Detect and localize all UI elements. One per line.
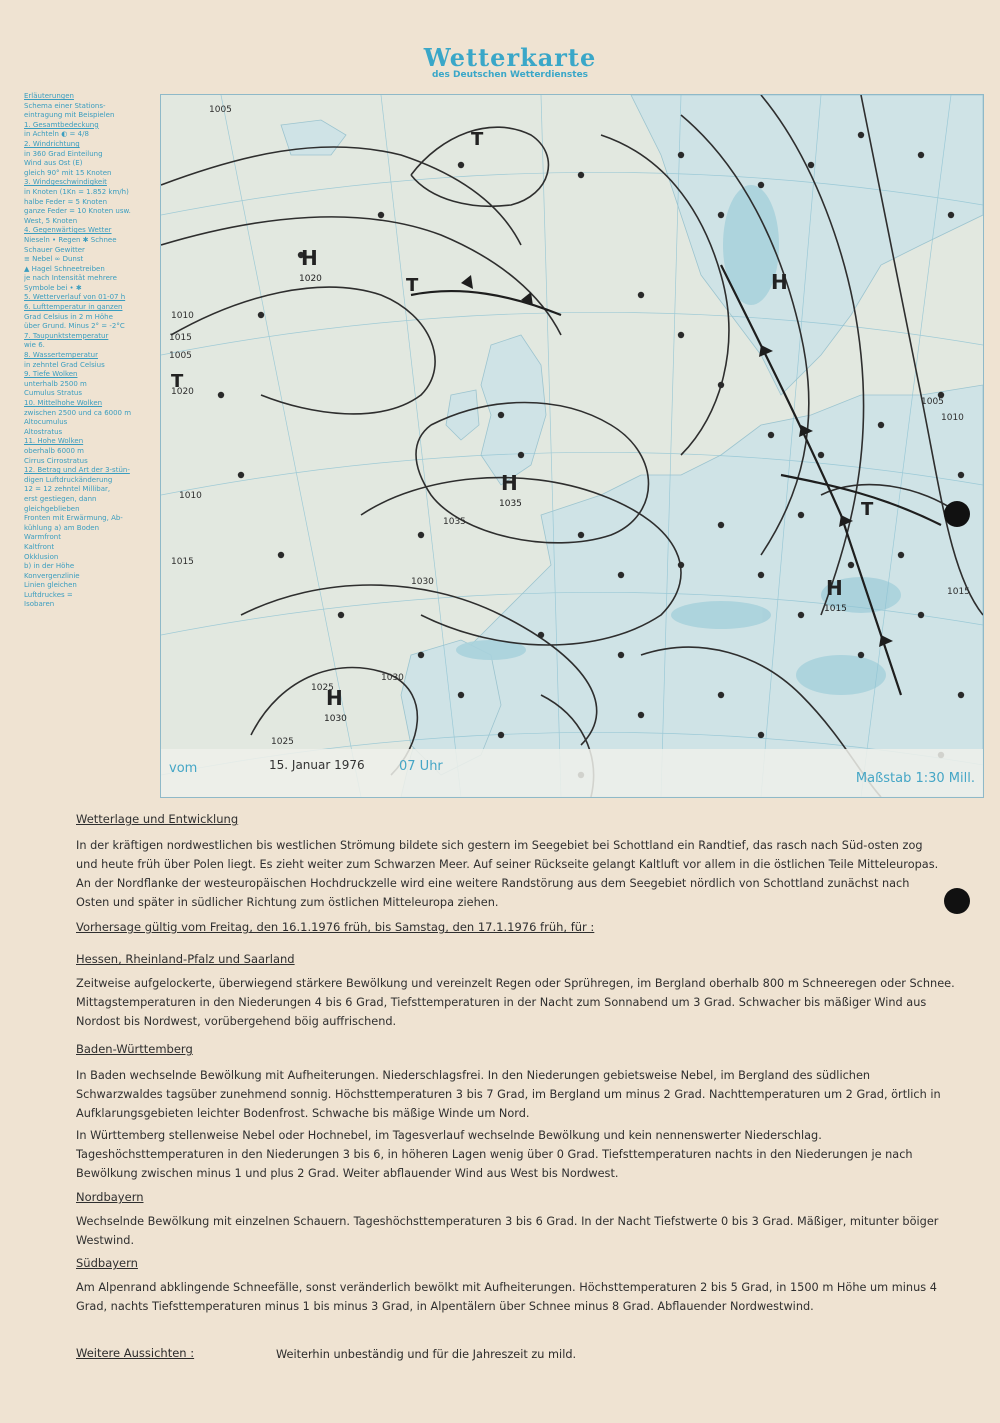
legend-line: digen Luftdruckänderung <box>24 475 113 484</box>
legend-line: Isobaren <box>24 600 55 609</box>
weather-map <box>160 94 984 798</box>
legend-line: in Knoten (1Kn = 1.852 km/h) <box>24 187 129 196</box>
station-30 <box>638 712 644 718</box>
station-4 <box>758 182 764 188</box>
station-20 <box>618 572 624 578</box>
station-11 <box>718 382 724 388</box>
suedbayern-text: Am Alpenrand abklingende Schneefälle, sonst veränderlich bewölkt mit Aufheiterungen. Höchsttemperaturen 2 bis 5 Grad, in 1500 m Höhe um minus 4 Grad, nachts Tiefsttemperaturen minus 1 bis minus 3 Grad, in Alpentälern über Schnee minus 8 Grad. Abflauender Nordwestwind. <box>76 1281 937 1313</box>
station-21 <box>678 562 684 568</box>
station-33 <box>458 692 464 698</box>
legend-line: 3. Windgeschwindigkeit <box>24 178 107 187</box>
pressure-center-value: 1020 <box>299 274 322 284</box>
legend-line: zwischen 2500 und ca 6000 m <box>24 408 132 417</box>
map-scale: Maßstab 1:30 Mill. <box>855 771 975 786</box>
legend-line: West, 5 Knoten <box>24 216 78 225</box>
map-title: Wetterkarte <box>423 43 597 72</box>
station-39 <box>258 312 264 318</box>
legend-line: Symbole bei • ✱ <box>24 283 82 292</box>
legend-line: Luftdruckes = <box>24 590 73 599</box>
low-pressure-center: T <box>471 129 484 150</box>
station-41 <box>378 212 384 218</box>
legend-line: kühlung a) am Boden <box>24 523 100 532</box>
legend-line: je nach Intensität mehrere <box>24 274 117 283</box>
legend-heading: Erläuterungen <box>24 92 74 100</box>
legend-line: ≡ Nebel ∞ Dunst <box>24 255 84 264</box>
land-ireland <box>446 390 479 440</box>
station-1 <box>578 172 584 178</box>
station-37 <box>238 472 244 478</box>
punch-hole-top <box>944 501 970 527</box>
legend-line: ganze Feder = 10 Knoten usw. <box>24 207 131 216</box>
legend-line: 12. Betrag und Art der 3-stün- <box>24 466 130 475</box>
station-19 <box>578 532 584 538</box>
legend-line: erst gestiegen, dann <box>24 494 97 503</box>
legend-line: über Grund. Minus 2° = -2°C <box>24 322 125 331</box>
station-46 <box>848 562 854 568</box>
legend-line: oberhalb 6000 m <box>24 446 84 455</box>
legend-line: Grad Celsius in 2 m Höhe <box>24 312 113 321</box>
legend-line: eintragung mit Beispielen <box>24 111 115 120</box>
legend-line: Konvergenzlinie <box>24 571 80 580</box>
map-time: 07 Uhr <box>399 759 443 774</box>
station-32 <box>498 732 504 738</box>
isobar-label: 1005 <box>169 351 192 361</box>
isobar-label: 1005 <box>921 397 944 407</box>
legend-line: 9. Tiefe Wolken <box>24 370 78 379</box>
legend-line: Kaltfront <box>24 542 55 551</box>
station-17 <box>498 412 504 418</box>
station-34 <box>418 652 424 658</box>
land-scandinavia <box>631 95 983 395</box>
legend-line: Schauer Gewitter <box>24 245 85 254</box>
station-18 <box>518 452 524 458</box>
isobar-label: 1030 <box>411 577 434 587</box>
situation-heading: Wetterlage und Entwicklung <box>76 812 239 826</box>
hessen-heading: Hessen, Rheinland-Pfalz und Saarland <box>76 952 295 966</box>
station-7 <box>918 152 924 158</box>
isobar-label: 1010 <box>179 491 202 501</box>
legend-line: in Achteln ◐ = 4/8 <box>24 130 89 139</box>
station-9 <box>638 292 644 298</box>
outlook-text: Weiterhin unbeständig und für die Jahreszeit zu mild. <box>276 1348 577 1361</box>
station-16 <box>958 472 964 478</box>
legend-line: in 360 Grad Einteilung <box>24 149 103 158</box>
legend-line: 6. Lufttemperatur in ganzen <box>24 303 123 312</box>
bw-heading: Baden-Württemberg <box>76 1042 193 1056</box>
map-subtitle: des Deutschen Wetterdienstes <box>431 70 589 80</box>
isobar-label: 1025 <box>311 683 334 693</box>
legend-line: Okklusion <box>24 552 59 561</box>
legend-line: Wind aus Ost (E) <box>24 159 83 168</box>
legend-line: Fronten mit Erwärmung, Ab- <box>24 514 123 523</box>
suedbayern-heading: Südbayern <box>76 1256 138 1270</box>
nordbayern-text: Wechselnde Bewölkung mit einzelnen Schauern. Tageshöchsttemperaturen 3 bis 6 Grad. In der Nacht Tiefstwerte 0 bis 3 Grad. Mäßiger, mitunter böiger Westwind. <box>76 1215 939 1247</box>
legend-line: gleichgeblieben <box>24 504 80 513</box>
low-pressure-center: T <box>861 499 874 520</box>
legend-lines <box>24 102 158 610</box>
isobar-label: 1030 <box>381 673 404 683</box>
low-pressure-center: T <box>406 275 419 296</box>
title-block <box>380 44 640 80</box>
station-22 <box>718 522 724 528</box>
map-vom: vom <box>169 761 198 776</box>
isobar-label: 1015 <box>947 587 970 597</box>
low-pressure-center: T <box>171 371 184 392</box>
legend-line: 8. Wassertemperatur <box>24 351 98 360</box>
legend-line: gleich 90° mit 15 Knoten <box>24 168 112 177</box>
station-6 <box>858 132 864 138</box>
legend-line: 5. Wetterverlauf von 01-07 h <box>24 293 126 302</box>
pressure-center-value: 1035 <box>499 499 522 509</box>
bw-text-baden: In Baden wechselnde Bewölkung mit Aufheiterungen. Niederschlagsfrei. In den Niederungen gebietsweise Nebel, im Bergland des südlichen Schwarzwaldes tagsüber zunehmend sonnig. Höchsttemperaturen 3 bis 7 Grad, im Bergland um minus 2 Grad. Nachttemperaturen um 2 Grad, örtlich in Aufklarungsgebieten leichter Bodenfrost. Schwache bis mäßige Winde um Nord. <box>76 1069 941 1120</box>
station-29 <box>758 732 764 738</box>
high-pressure-center: H <box>501 471 518 495</box>
isobar-label: 1015 <box>169 333 192 343</box>
station-5 <box>808 162 814 168</box>
station-38 <box>218 392 224 398</box>
station-25 <box>858 652 864 658</box>
station-8 <box>948 212 954 218</box>
isobar-label: 1010 <box>941 413 964 423</box>
station-27 <box>958 692 964 698</box>
legend-line: Cirrus Cirrostratus <box>24 456 88 465</box>
station-45 <box>798 512 804 518</box>
station-13 <box>818 452 824 458</box>
legend-line: halbe Feder = 5 Knoten <box>24 197 108 206</box>
legend-line: in zehntel Grad Celsius <box>24 360 105 369</box>
pressure-center-value: 1015 <box>824 604 847 614</box>
legend-line: 12 = 12 zehntel Millibar, <box>24 485 111 494</box>
weather-map-svg <box>161 95 983 797</box>
station-24 <box>798 612 804 618</box>
mountain-balkans <box>796 655 886 695</box>
station-47 <box>898 552 904 558</box>
station-44 <box>618 652 624 658</box>
nordbayern-heading: Nordbayern <box>76 1190 144 1204</box>
station-28 <box>718 692 724 698</box>
station-23 <box>758 572 764 578</box>
legend-line: 4. Gegenwärtiges Wetter <box>24 226 112 235</box>
legend-line: wie 6. <box>24 341 45 350</box>
legend-line: 11. Hohe Wolken <box>24 437 84 446</box>
isobar-label: 1005 <box>209 105 232 115</box>
isobar-label: 1025 <box>271 737 294 747</box>
map-date: 15. Januar 1976 <box>269 758 365 772</box>
isobar-label: 1015 <box>171 557 194 567</box>
station-43 <box>538 632 544 638</box>
outlook-label: Weitere Aussichten : <box>76 1346 195 1360</box>
forecast-heading: Vorhersage gültig vom Freitag, den 16.1.1976 früh, bis Samstag, den 17.1.1976 früh, für : <box>76 920 595 934</box>
legend-line: 7. Taupunktstemperatur <box>24 331 109 340</box>
station-35 <box>338 612 344 618</box>
legend-line: b) in der Höhe <box>24 562 75 571</box>
legend-line: ▲ Hagel Schneetreiben <box>24 264 105 273</box>
legend-line: unterhalb 2500 m <box>24 379 87 388</box>
isobar-2 <box>161 217 561 335</box>
front-marker-5 <box>461 275 473 289</box>
land-britain <box>481 335 546 485</box>
isobar-3 <box>171 287 435 414</box>
legend-line: 10. Mittelhohe Wolken <box>24 399 103 407</box>
isobar-label: 1035 <box>443 517 466 527</box>
isobar-label: 1010 <box>171 311 194 321</box>
punch-hole-bottom <box>944 888 970 914</box>
station-36 <box>278 552 284 558</box>
station-0 <box>458 162 464 168</box>
high-pressure-center: H <box>771 270 788 294</box>
legend-line: Altocumulus <box>24 418 68 427</box>
legend-line: Nieseln • Regen ✱ Schnee <box>24 235 117 244</box>
station-2 <box>678 152 684 158</box>
high-pressure-center: H <box>826 576 843 600</box>
station-26 <box>918 612 924 618</box>
station-3 <box>718 212 724 218</box>
station-12 <box>768 432 774 438</box>
legend-line: Cumulus Stratus <box>24 389 83 398</box>
high-pressure-center: H <box>326 686 343 710</box>
legend-line: Linien gleichen <box>24 581 77 590</box>
legend-line: Altostratus <box>24 427 63 436</box>
legend-line: Schema einer Stations- <box>24 101 106 110</box>
situation-text: In der kräftigen nordwestlichen bis westlichen Strömung bildete sich gestern im Seegebiet bei Schottland ein Randtief, das rasch nach Süd-osten zog und heute früh über Polen liegt. Es zieht weiter zum Schwarzen Meer. Auf seiner Rückseite gelangt Kaltluft vor allem in die östlichen Teile Mitteleuropas. An der Nordflanke der westeuropäischen Hochdruckzelle wird eine weitere Randstörung aus dem Seegebiet nördlich von Schottland zunächst nach Osten und später in südlicher Richtung zum östlichen Mitteleuropa ziehen. <box>76 839 939 909</box>
station-42 <box>418 532 424 538</box>
legend-line: 2. Windrichtung <box>24 139 80 148</box>
isobar-label: 1020 <box>171 387 194 397</box>
station-14 <box>878 422 884 428</box>
station-10 <box>678 332 684 338</box>
high-pressure-center: H <box>301 246 318 270</box>
bw-text-wuerttemberg: In Württemberg stellenweise Nebel oder Hochnebel, im Tagesverlauf wechselnde Bewölkung und kein nennenswerter Niederschlag. Tageshöchsttemperaturen in den Niederungen 3 bis 6, in höheren Lagen wenig über 0 Grad. Tiefsttemperaturen nachts in den Niederungen je nach Bewölkung zwischen minus 1 und plus 2 Grad. Weiter abflauender Wind aus West bis Nordwest. <box>76 1129 913 1180</box>
legend-line: Warmfront <box>24 533 61 542</box>
legend <box>24 92 158 610</box>
hessen-text: Zeitweise aufgelockerte, überwiegend stärkere Bewölkung und vereinzelt Regen oder Sprühregen, im Bergland oberhalb 800 m Schneeregen oder Schnee. Mittagstemperaturen in den Niederungen 4 bis 6 Grad, Tiefsttemperaturen in der Nacht zum Sonnabend um 3 Grad. Schwacher bis mäßiger Wind aus Nordost bis Nordwest, vorübergehend böig auffrischend. <box>76 977 955 1028</box>
warm-front <box>411 291 561 315</box>
mountain-alps <box>671 601 771 629</box>
pressure-center-value: 1030 <box>324 714 347 724</box>
legend-line: 1. Gesamtbedeckung <box>24 120 99 129</box>
